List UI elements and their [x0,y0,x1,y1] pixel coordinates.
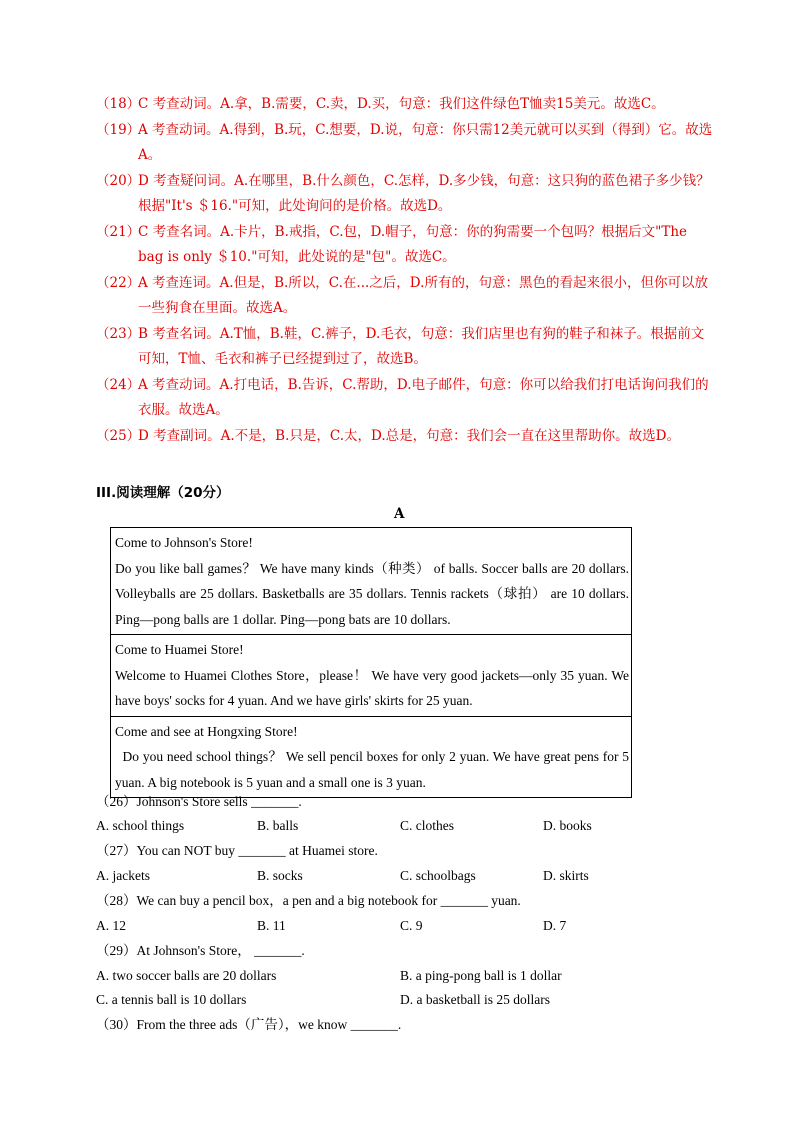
answer-text: D 考查副词。A.不是，B.只是，C.太，D.总是，句意：我们会一直在这里帮助你。故选D。 [138,427,680,444]
option: D. books [543,818,592,833]
answer-item [96,373,716,424]
answer-item [96,220,716,271]
answer-item [96,424,716,450]
answer-number: （18） [96,96,141,112]
ad-title: Come to Huamei Store! [115,642,244,657]
option: C. schoolbags [400,868,476,883]
answer-number: （24） [96,376,141,393]
answer-item [96,322,716,373]
answer-number: （19） [96,121,141,138]
option: A. jackets [96,868,150,883]
option: C. a tennis ball is 10 dollars [96,992,247,1007]
answer-number: （25） [96,427,141,444]
ad-body: Welcome to Huamei Clothes Store，please！ We have very good jackets—only 35 yuan. We have boys' socks for 4 yuan. And we have girls' skirts for 25 yuan. [115,667,629,708]
option: C. clothes [400,818,454,833]
answer-text: A 考查动词。A.得到，B.玩，C.想要，D.说，句意：你只需12美元就可以买到（得到）它。故选A。 [138,121,713,163]
answer-text: C 考查动词。A.拿，B.需要，C.卖，D.买，句意：我们这件绿色T恤卖15美元。故选C。 [138,96,665,112]
option: B. a ping-pong ball is 1 dollar [400,968,562,983]
option: C. 9 [400,918,423,933]
answer-text: A 考查连词。A.但是，B.所以，C.在...之后，D.所有的，句意：黑色的看起来很小，但你可以放一些狗食在里面。故选A。 [138,274,708,316]
ad-row [111,635,632,717]
ad-row [111,716,632,798]
answer-text: D 考查疑问词。A.在哪里，B.什么颜色，C.怎样，D.多少钱，句意：这只狗的蓝色裙子多少钱？根据"It's ＄16."可知，此处询问的是价格。故选D。 [138,172,710,214]
section-title: III.阅读理解（20分） [96,485,230,501]
ad-cell [111,716,632,798]
ad-cell [111,635,632,717]
answer-number: （22） [96,274,141,291]
option: D. 7 [543,918,567,933]
ad-title: Come to Johnson's Store! [115,535,253,550]
answer-text: B 考查名词。A.T恤，B.鞋，C.裤子，D.毛衣，句意：我们店里也有狗的鞋子和袜子。根据前文可知，T恤、毛衣和裤子已经提到过了，故选B。 [138,325,705,367]
option: B. 11 [257,918,286,933]
option: D. skirts [543,868,589,883]
answer-number: （21） [96,223,141,240]
answer-text: A 考查动词。A.打电话，B.告诉，C.帮助，D.电子邮件，句意：你可以给我们打电话询问我们的衣服。故选A。 [138,376,709,418]
answer-number: （23） [96,325,141,342]
question-stem: （27）You can NOT buy _______ at Huamei store. [96,843,378,858]
option: A. 12 [96,918,126,933]
answer-explanations [96,92,716,449]
option: B. balls [257,818,299,833]
answer-text: C 考查名词。A.卡片，B.戒指，C.包，D.帽子，句意：你的狗需要一个包吗？根据后文"The bag is only ＄10."可知，此处说的是"包"。故选C。 [138,223,688,265]
option: D. a basketball is 25 dollars [400,992,550,1007]
answer-item [96,271,716,322]
answer-item [96,92,716,118]
passage-label: A [394,506,405,522]
ad-cell [111,528,632,635]
question-stem: （29）At Johnson's Store， _______. [96,943,305,958]
question-stem: （30）From the three ads（广告），we know _______. [96,1017,402,1032]
answer-number: （20） [96,172,141,189]
ad-title: Come and see at Hongxing Store! [115,723,298,739]
option: A. school things [96,818,185,833]
ads-table [110,527,632,798]
option: B. socks [257,868,303,883]
ad-body: Do you like ball games？ We have many kinds（种类） of balls. Soccer balls are 20 dollars. Volleyballs are 25 dollars. Basketballs are 35 dollars. Tennis rackets（球拍） are 10 dollars. Ping—pong balls are 1 dollar. Ping—pong bats are 10 dollars. [115,560,629,627]
option: A. two soccer balls are 20 dollars [96,968,277,983]
ad-body: Do you need school things？ We sell pencil boxes for only 2 yuan. We have great pens for 5 yuan. A big notebook is 5 yuan and a small one is 3 yuan. [115,749,633,790]
question-stem: （26）Johnson's Store sells _______. [96,794,302,809]
question-stem: （28）We can buy a pencil box，a pen and a big notebook for _______ yuan. [96,893,521,908]
ad-row [111,528,632,635]
answer-item [96,169,716,220]
answer-item [96,118,716,169]
